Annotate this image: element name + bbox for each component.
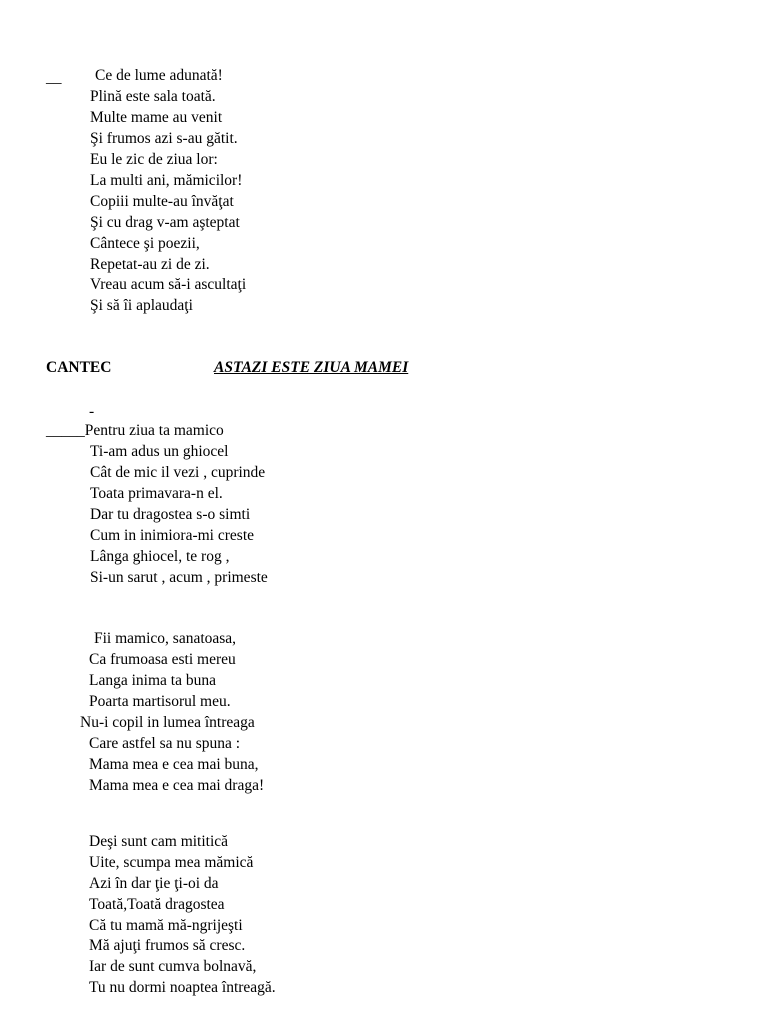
poem-line: Mama mea e cea mai draga! bbox=[89, 777, 265, 794]
poem-line: Azi în dar ţie ţi-oi da bbox=[89, 875, 219, 892]
poem-line: Multe mame au venit bbox=[90, 109, 223, 126]
poem-line: Repetat-au zi de zi. bbox=[90, 256, 210, 273]
poem-line: Langa inima ta buna bbox=[89, 672, 216, 689]
poem-line: Vreau acum să-i ascultaţi bbox=[90, 276, 247, 293]
poem-line: Eu le zic de ziua lor: bbox=[90, 151, 218, 168]
poem-line: _____Pentru ziua ta mamico bbox=[46, 422, 224, 439]
poem-line: Şi să îi aplaudaţi bbox=[90, 297, 193, 314]
poem-line: Mama mea e cea mai buna, bbox=[89, 756, 259, 773]
poem-line: Care astfel sa nu spuna : bbox=[89, 735, 241, 752]
poem-line: Copiii multe-au învăţat bbox=[90, 193, 234, 210]
poem-line: Plină este sala toată. bbox=[90, 88, 216, 105]
poem-line: Cât de mic il vezi , cuprinde bbox=[90, 464, 266, 481]
poem-line: Şi cu drag v-am aşteptat bbox=[90, 214, 240, 231]
poem-line: Ca frumoasa esti mereu bbox=[89, 651, 236, 668]
section-label: CANTEC bbox=[46, 359, 112, 376]
poem-line: La multi ani, mămicilor! bbox=[90, 172, 243, 189]
small-dash: - bbox=[89, 403, 95, 420]
poem-line: Mă ajuţi frumos să cresc. bbox=[89, 937, 246, 954]
poem-line: Toata primavara-n el. bbox=[90, 485, 223, 502]
poem-line: Ce de lume adunată! bbox=[95, 67, 223, 84]
poem-line: Poarta martisorul meu. bbox=[89, 693, 231, 710]
poem-line: Cântece şi poezii, bbox=[90, 235, 200, 252]
poem-line: Uite, scumpa mea mămică bbox=[89, 854, 254, 871]
poem-line: Ti-am adus un ghiocel bbox=[90, 443, 229, 460]
intro-dash: __ bbox=[46, 69, 62, 86]
poem-line: Cum in inimiora-mi creste bbox=[90, 527, 255, 544]
poem-line: Tu nu dormi noaptea întreagă. bbox=[89, 979, 276, 996]
poem-line: Iar de sunt cumva bolnavă, bbox=[89, 958, 257, 975]
song-title: ASTAZI ESTE ZIUA MAMEI bbox=[214, 359, 409, 376]
poem-line: Fii mamico, sanatoasa, bbox=[94, 630, 237, 647]
poem-line: Si-un sarut , acum , primeste bbox=[90, 569, 268, 586]
poem-line: Lânga ghiocel, te rog , bbox=[90, 548, 230, 565]
poem-line: Nu-i copil in lumea întreaga bbox=[80, 714, 255, 731]
poem-line: Dar tu dragostea s-o simti bbox=[90, 506, 251, 523]
poem-line: Deşi sunt cam mititică bbox=[89, 833, 229, 850]
poem-line: Toată,Toată dragostea bbox=[89, 896, 225, 913]
poem-line: Şi frumos azi s-au gătit. bbox=[90, 130, 238, 147]
poem-line: Că tu mamă mă-ngrijeşti bbox=[89, 917, 243, 934]
